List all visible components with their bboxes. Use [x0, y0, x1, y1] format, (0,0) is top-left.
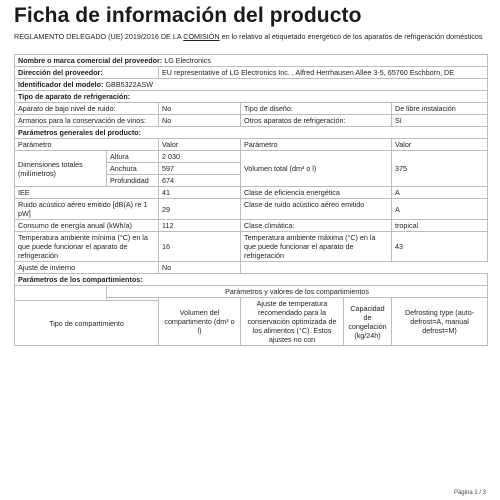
col-value-left: Valor	[159, 139, 241, 151]
climate-class-label: Clase climática:	[241, 220, 392, 232]
col-defrost-type: Defrosting type (auto-defrost=A, manual defrost=M)	[392, 298, 488, 346]
wine-row	[15, 115, 488, 127]
consumption-label: Consumo de energía anual (kWh/a)	[15, 220, 159, 232]
noise-class-label: Clase de ruido acústico aéreo emitido	[241, 199, 392, 220]
compartments-group-row	[15, 286, 488, 298]
iee-label: IEE	[15, 187, 159, 199]
depth-label: Profundidad	[107, 175, 159, 187]
col-compartment-volume: Volumen del compartimento (dm³ o l)	[159, 298, 241, 346]
total-volume-label: Volumen total (dm³ o l)	[241, 151, 392, 187]
dimensions-label: Dimensiones totales (milímetros)	[15, 151, 107, 187]
max-temp-value: 43	[392, 232, 488, 262]
model-value: GBB5322ASW	[105, 80, 154, 89]
col-recommended-temp: Ajuste de temperatura recomendado para la conservación optimizada de los alimentos (°C). Estos ajustes no con	[241, 298, 344, 346]
depth-value: 674	[159, 175, 241, 187]
consumption-row	[15, 220, 488, 232]
regulation-emphasis: COMISIÓN	[183, 32, 220, 41]
model-row	[15, 79, 488, 91]
other-appliance-value: Sí	[392, 115, 488, 127]
supplier-name-value: LG Electronics	[164, 56, 211, 65]
height-value: 2 030	[159, 151, 241, 163]
width-value: 597	[159, 163, 241, 175]
max-temp-label: Temperatura ambiente máxima (°C) en la que puede funcionar el aparato de refrigeración	[241, 232, 392, 262]
col-value-right: Valor	[392, 139, 488, 151]
low-noise-value: No	[159, 103, 241, 115]
winter-row	[15, 262, 488, 274]
col-freezing-capacity: Capacidad de congelación (kg/24h)	[344, 298, 392, 346]
regulation-text	[14, 32, 490, 41]
low-noise-row	[15, 103, 488, 115]
low-noise-label: Aparato de bajo nivel de ruido:	[15, 103, 159, 115]
supplier-address-value: EU representative of LG Electronics Inc. , Alfred Herrhausen Allee 3-5, 65760 Eschborn, DE	[159, 67, 488, 79]
noise-class-value: A	[392, 199, 488, 220]
model-cell	[15, 79, 488, 91]
consumption-value: 112	[159, 220, 241, 232]
supplier-address-row	[15, 67, 488, 79]
wine-value: No	[159, 115, 241, 127]
height-row	[15, 151, 488, 163]
ambient-temp-row	[15, 232, 488, 262]
appliance-type-heading-row	[15, 91, 488, 103]
compartment-type-blank	[15, 286, 107, 301]
iee-value: 41	[159, 187, 241, 199]
design-type-label: Tipo de diseño:	[241, 103, 392, 115]
supplier-name-cell	[15, 55, 488, 67]
page-title: Ficha de información del producto	[14, 4, 362, 27]
iee-row	[15, 187, 488, 199]
winter-label: Ajuste de invierno	[15, 262, 159, 274]
col-parameter-right: Parámetro	[241, 139, 392, 151]
compartments-heading: Parámetros de los compartimientos:	[15, 274, 488, 286]
col-parameter-left: Parámetro	[15, 139, 159, 151]
efficiency-class-value: A	[392, 187, 488, 199]
appliance-type-heading: Tipo de aparato de refrigeración:	[15, 91, 488, 103]
model-label: Identificador del modelo:	[18, 80, 104, 89]
supplier-address-label: Dirección del proveedor:	[15, 67, 159, 79]
regulation-prefix: REGLAMENTO DELEGADO (UE) 2019/2016 DE LA	[14, 32, 184, 41]
climate-class-value: tropical	[392, 220, 488, 232]
general-columns-row	[15, 139, 488, 151]
noise-row	[15, 199, 488, 220]
height-label: Altura	[107, 151, 159, 163]
general-heading-row	[15, 127, 488, 139]
min-temp-value: 16	[159, 232, 241, 262]
supplier-name-row	[15, 55, 488, 67]
total-volume-value: 375	[392, 151, 488, 187]
compartments-group-header: Parámetros y valores de los compartimientos	[107, 286, 488, 298]
noise-value: 29	[159, 199, 241, 220]
product-info-table	[14, 54, 488, 346]
efficiency-class-label: Clase de eficiencia energética	[241, 187, 392, 199]
regulation-suffix: en lo relativo al etiquetado energético de los aparatos de refrigeración domésticos	[219, 32, 483, 41]
min-temp-label: Temperatura ambiente mínima (°C) en la que puede funcionar el aparato de refrigeración	[15, 232, 159, 262]
other-appliance-label: Otros aparatos de refrigeración:	[241, 115, 392, 127]
design-type-value: De libre instalación	[392, 103, 488, 115]
supplier-name-label: Nombre o marca comercial del proveedor:	[18, 56, 163, 65]
compartments-heading-row	[15, 274, 488, 286]
winter-value: No	[159, 262, 241, 274]
page-number: Página 1 / 3	[453, 490, 486, 496]
noise-label: Ruido acústico aéreo emitido [dB(A) re 1 pW]	[15, 199, 159, 220]
general-heading: Parámetros generales del producto:	[15, 127, 488, 139]
width-label: Anchura	[107, 163, 159, 175]
wine-label: Armarios para la conservación de vinos:	[15, 115, 159, 127]
col-compartment-type: Tipo de compartimiento	[15, 301, 159, 346]
winter-blank	[241, 262, 488, 274]
